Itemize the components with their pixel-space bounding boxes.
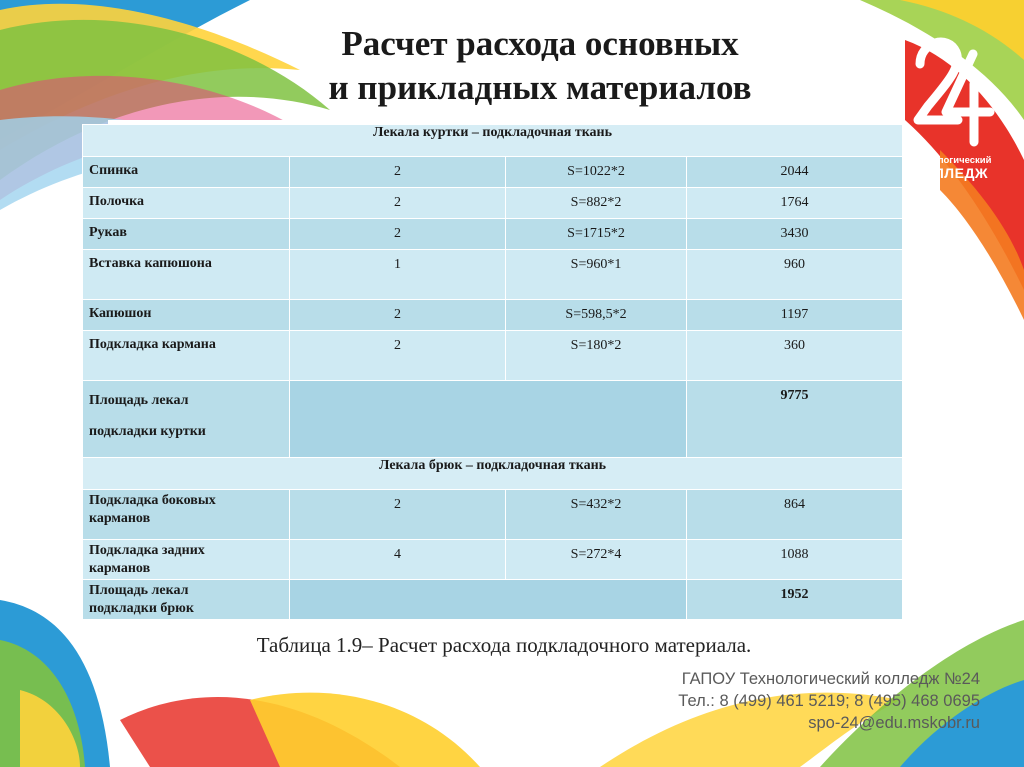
jacket-total-row [83,381,903,458]
part-formula: S=1022*2 [506,157,687,188]
part-total: 3430 [687,219,903,250]
part-name [83,490,290,540]
jacket-total-label [83,381,290,458]
footer-email: spo-24@edu.mskobr.ru [808,714,980,732]
footer-phone: Тел.: 8 (499) 461 5219; 8 (495) 468 0695 [678,692,980,710]
footer-contacts [640,668,980,734]
part-name-line-2: карманов [89,561,151,576]
pants-total-row [83,580,903,620]
pants-total-label-line-1: Площадь лекал [89,583,189,598]
part-name-line-1: Подкладка задних [89,543,205,558]
part-name: Вставка капюшона [83,250,290,300]
blank-cell [290,580,687,620]
jacket-total-label-line-2: подкладки куртки [89,424,206,439]
part-qty: 1 [290,250,506,300]
materials-table [82,124,903,620]
table-row [83,219,903,250]
part-formula: S=960*1 [506,250,687,300]
part-total: 960 [687,250,903,300]
jacket-section-header [83,125,903,157]
part-formula: S=432*2 [506,490,687,540]
logo-caption [904,154,998,180]
part-qty: 4 [290,540,506,580]
part-formula: S=272*4 [506,540,687,580]
table-row [83,300,903,331]
part-formula: S=598,5*2 [506,300,687,331]
part-total: 2044 [687,157,903,188]
logo-caption-line-1: Технологический [910,155,992,166]
slide-title-line-1: Расчет расхода основных [341,24,739,63]
part-formula: S=1715*2 [506,219,687,250]
part-qty: 2 [290,219,506,250]
logo-caption-line-2: КОЛЛЕДЖ [913,165,989,181]
jacket-total-label-line-1: Площадь лекал [89,393,189,408]
part-name: Рукав [83,219,290,250]
table-row [83,188,903,219]
slide-title [200,22,880,110]
table-row [83,540,903,580]
part-total: 1197 [687,300,903,331]
table-caption: Таблица 1.9– Расчет расхода подкладочного материала. [256,633,752,657]
part-name-line-2: карманов [89,511,151,526]
table-row [83,250,903,300]
part-qty: 2 [290,300,506,331]
table-row [83,331,903,381]
part-name: Подкладка кармана [83,331,290,381]
part-formula: S=882*2 [506,188,687,219]
jacket-section-title: Лекала куртки – подкладочная ткань [83,125,903,157]
pants-section-title: Лекала брюк – подкладочная ткань [83,458,903,490]
blank-cell [290,381,687,458]
part-name: Полочка [83,188,290,219]
part-total: 864 [687,490,903,540]
part-name [83,540,290,580]
part-total: 1088 [687,540,903,580]
part-qty: 2 [290,490,506,540]
part-name-line-1: Подкладка боковых [89,493,216,508]
pants-total-value: 1952 [687,580,903,620]
pants-total-label [83,580,290,620]
part-qty: 2 [290,188,506,219]
part-formula: S=180*2 [506,331,687,381]
part-name: Спинка [83,157,290,188]
footer-org: ГАПОУ Технологический колледж №24 [681,670,980,688]
pants-section-header [83,458,903,490]
part-qty: 2 [290,331,506,381]
slide-title-line-2: и прикладных материалов [328,68,752,107]
jacket-total-value: 9775 [687,381,903,458]
part-name: Капюшон [83,300,290,331]
table-row [83,157,903,188]
table-row [83,490,903,540]
part-qty: 2 [290,157,506,188]
part-total: 360 [687,331,903,381]
pants-total-label-line-2: подкладки брюк [89,601,194,616]
part-total: 1764 [687,188,903,219]
